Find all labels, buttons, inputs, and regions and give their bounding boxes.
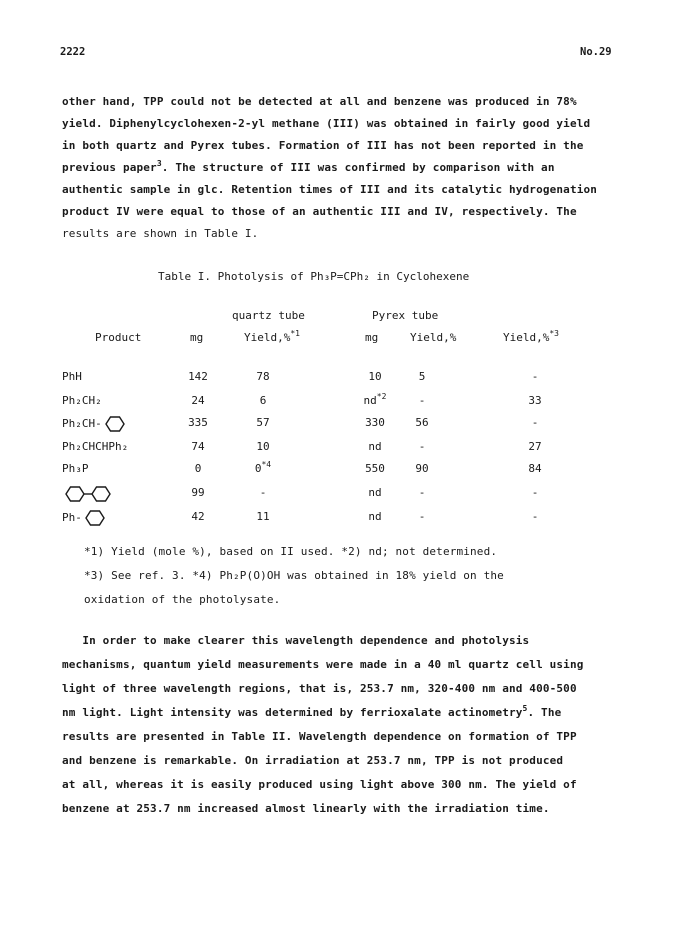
cell-value: 11: [256, 510, 270, 523]
para2-line-6: and benzene is remarkable. On irradiation at 253.7 nm, TPP is not produced: [62, 754, 564, 767]
para1-line-6: product IV were equal to those of an authentic III and IV, respectively. The: [62, 205, 577, 218]
table-cell-p-yield: [392, 440, 452, 453]
para1-line-4-text-b: . The structure of III was confirmed by comparison with an: [161, 161, 555, 174]
cell-value: -: [531, 510, 539, 523]
table-cell-q-yield: [233, 486, 293, 499]
table-cell-product: [62, 440, 128, 453]
para2-line-7: at all, whereas it is easily produced using light above 300 nm. The yield of: [62, 778, 577, 791]
table-cell-q-yield: [233, 440, 293, 453]
table-cell-q-mg: [168, 462, 228, 475]
cyclohexenyl-ring-icon: [102, 417, 127, 430]
cell-value: 550: [365, 462, 385, 475]
ref-superscript-2: 5: [522, 704, 528, 713]
cell-value: 0: [194, 462, 202, 475]
table-cell-q-mg: [168, 440, 228, 453]
para1-line-2: yield. Diphenylcyclohexen-2-yl methane (III) was obtained in fairly good yield: [62, 117, 591, 130]
footnote-line-3: oxidation of the photolysate.: [84, 593, 281, 606]
table-cell-q-yield: [233, 394, 293, 407]
cell-value: nd: [363, 394, 377, 407]
cell-value: 33: [528, 394, 542, 407]
cell-value: -: [531, 486, 539, 499]
table-cell-y3: [505, 416, 565, 429]
cell-value: 78: [256, 370, 270, 383]
col-yield-quartz-sup: *1: [290, 329, 300, 338]
para1-line-1: other hand, TPP could not be detected at all and benzene was produced in 78%: [62, 95, 577, 108]
cell-value: 10: [256, 440, 270, 453]
product-name: Ph₂CH-: [62, 417, 102, 430]
cell-value: -: [259, 486, 267, 499]
cell-value: -: [418, 394, 426, 407]
col-mg-quartz: mg: [190, 331, 204, 344]
table-cell-p-yield: [392, 510, 452, 523]
cell-value: 142: [188, 370, 208, 383]
journal-number: No.29: [580, 46, 612, 58]
cell-value: -: [418, 510, 426, 523]
cell-value: 56: [415, 416, 429, 429]
table-cell-p-yield: [392, 394, 452, 407]
cell-value: nd: [368, 486, 382, 499]
cell-value: 90: [415, 462, 429, 475]
para1-line-4-text-a: previous paper: [62, 161, 157, 174]
cell-value: 57: [256, 416, 270, 429]
table-cell-q-mg: [168, 394, 228, 407]
table-cell-y3: [505, 510, 565, 523]
cell-value: 10: [368, 370, 382, 383]
product-name: Ph₂CH₂: [62, 394, 102, 407]
table-cell-q-yield: [233, 462, 293, 475]
cell-value: 330: [365, 416, 385, 429]
cell-value: 24: [191, 394, 205, 407]
table-cell-y3: [505, 394, 565, 407]
para2-line-3: light of three wavelength regions, that is, 253.7 nm, 320-400 nm and 400-500: [62, 682, 577, 695]
para2-line-1: In order to make clearer this wavelength dependence and photolysis: [62, 634, 530, 647]
table-cell-product: [62, 416, 127, 432]
table-cell-y3: [505, 486, 565, 499]
table-cell-q-mg: [168, 416, 228, 429]
table-cell-q-mg: [168, 486, 228, 499]
para2-line-4-text-b: . The: [527, 706, 562, 719]
cell-value: -: [418, 486, 426, 499]
table-cell-p-yield: [392, 416, 452, 429]
table-cell-p-yield: [392, 486, 452, 499]
para1-line-4: [62, 161, 555, 174]
table-cell-product: [62, 486, 114, 502]
table-cell-product: [62, 462, 89, 475]
table-title: Table I. Photolysis of Ph₃P=CPh₂ in Cyclohexene: [158, 270, 470, 283]
cell-value: 0: [254, 462, 262, 475]
page-number: 2222: [60, 46, 86, 58]
footnote-line-1: *1) Yield (mole %), based on II used. *2) nd; not determined.: [84, 545, 498, 558]
cell-value: 6: [259, 394, 267, 407]
table-cell-q-mg: [168, 370, 228, 383]
cell-value: 84: [528, 462, 542, 475]
cell-value: -: [531, 416, 539, 429]
table-cell-p-yield: [392, 462, 452, 475]
cyclohexenyl-ring-icon: [62, 487, 114, 500]
cell-footnote-mark: *2: [376, 392, 387, 401]
quartz-group-header: quartz tube: [232, 309, 305, 322]
table-cell-y3: [505, 370, 565, 383]
col-yield-ref3-sup: *3: [549, 329, 559, 338]
table-cell-product: [62, 394, 102, 407]
para2-line-2: mechanisms, quantum yield measurements were made in a 40 ml quartz cell using: [62, 658, 584, 671]
ref-superscript: 3: [156, 159, 162, 168]
col-mg-pyrex: mg: [365, 331, 379, 344]
col-yield-quartz-label: Yield,%: [244, 331, 291, 344]
cell-value: 5: [418, 370, 426, 383]
table-cell-product: [62, 510, 107, 526]
product-name: Ph₃P: [62, 462, 89, 475]
cell-value: -: [418, 440, 426, 453]
cell-value: 74: [191, 440, 205, 453]
cell-value: 335: [188, 416, 208, 429]
para1-line-7: results are shown in Table I.: [62, 227, 259, 240]
col-yield-ref3-label: Yield,%: [503, 331, 550, 344]
cell-value: 99: [191, 486, 205, 499]
cell-value: nd: [368, 440, 382, 453]
para1-line-3: in both quartz and Pyrex tubes. Formation of III has not been reported in the: [62, 139, 584, 152]
para2-line-5: results are presented in Table II. Wavelength dependence on formation of TPP: [62, 730, 577, 743]
product-name: Ph-: [62, 511, 82, 524]
cell-value: -: [531, 370, 539, 383]
col-yield-quartz: [244, 331, 300, 344]
table-cell-q-yield: [233, 510, 293, 523]
cyclohexenyl-ring-icon: [82, 511, 107, 524]
col-yield-ref3: [503, 331, 559, 344]
product-name: PhH: [62, 370, 82, 383]
cell-value: 27: [528, 440, 542, 453]
col-product: Product: [95, 331, 142, 344]
cell-value: 42: [191, 510, 205, 523]
footnote-line-2: *3) See ref. 3. *4) Ph₂P(O)OH was obtained in 18% yield on the: [84, 569, 504, 582]
para2-line-8: benzene at 253.7 nm increased almost linearly with the irradiation time.: [62, 802, 550, 815]
table-cell-y3: [505, 462, 565, 475]
para2-line-4: [62, 706, 561, 719]
cell-value: nd: [368, 510, 382, 523]
pyrex-group-header: Pyrex tube: [372, 309, 439, 322]
col-yield-pyrex: Yield,%: [410, 331, 457, 344]
product-name: Ph₂CHCHPh₂: [62, 440, 129, 453]
para2-line-4-text-a: nm light. Light intensity was determined by ferrioxalate actinometry: [62, 706, 523, 719]
table-cell-y3: [505, 440, 565, 453]
table-cell-q-mg: [168, 510, 228, 523]
table-cell-q-yield: [233, 370, 293, 383]
para1-line-5: authentic sample in glc. Retention times of III and its catalytic hydrogenation: [62, 183, 598, 196]
table-cell-product: [62, 370, 82, 383]
table-cell-q-yield: [233, 416, 293, 429]
cell-footnote-mark: *4: [261, 460, 272, 469]
table-cell-p-yield: [392, 370, 452, 383]
